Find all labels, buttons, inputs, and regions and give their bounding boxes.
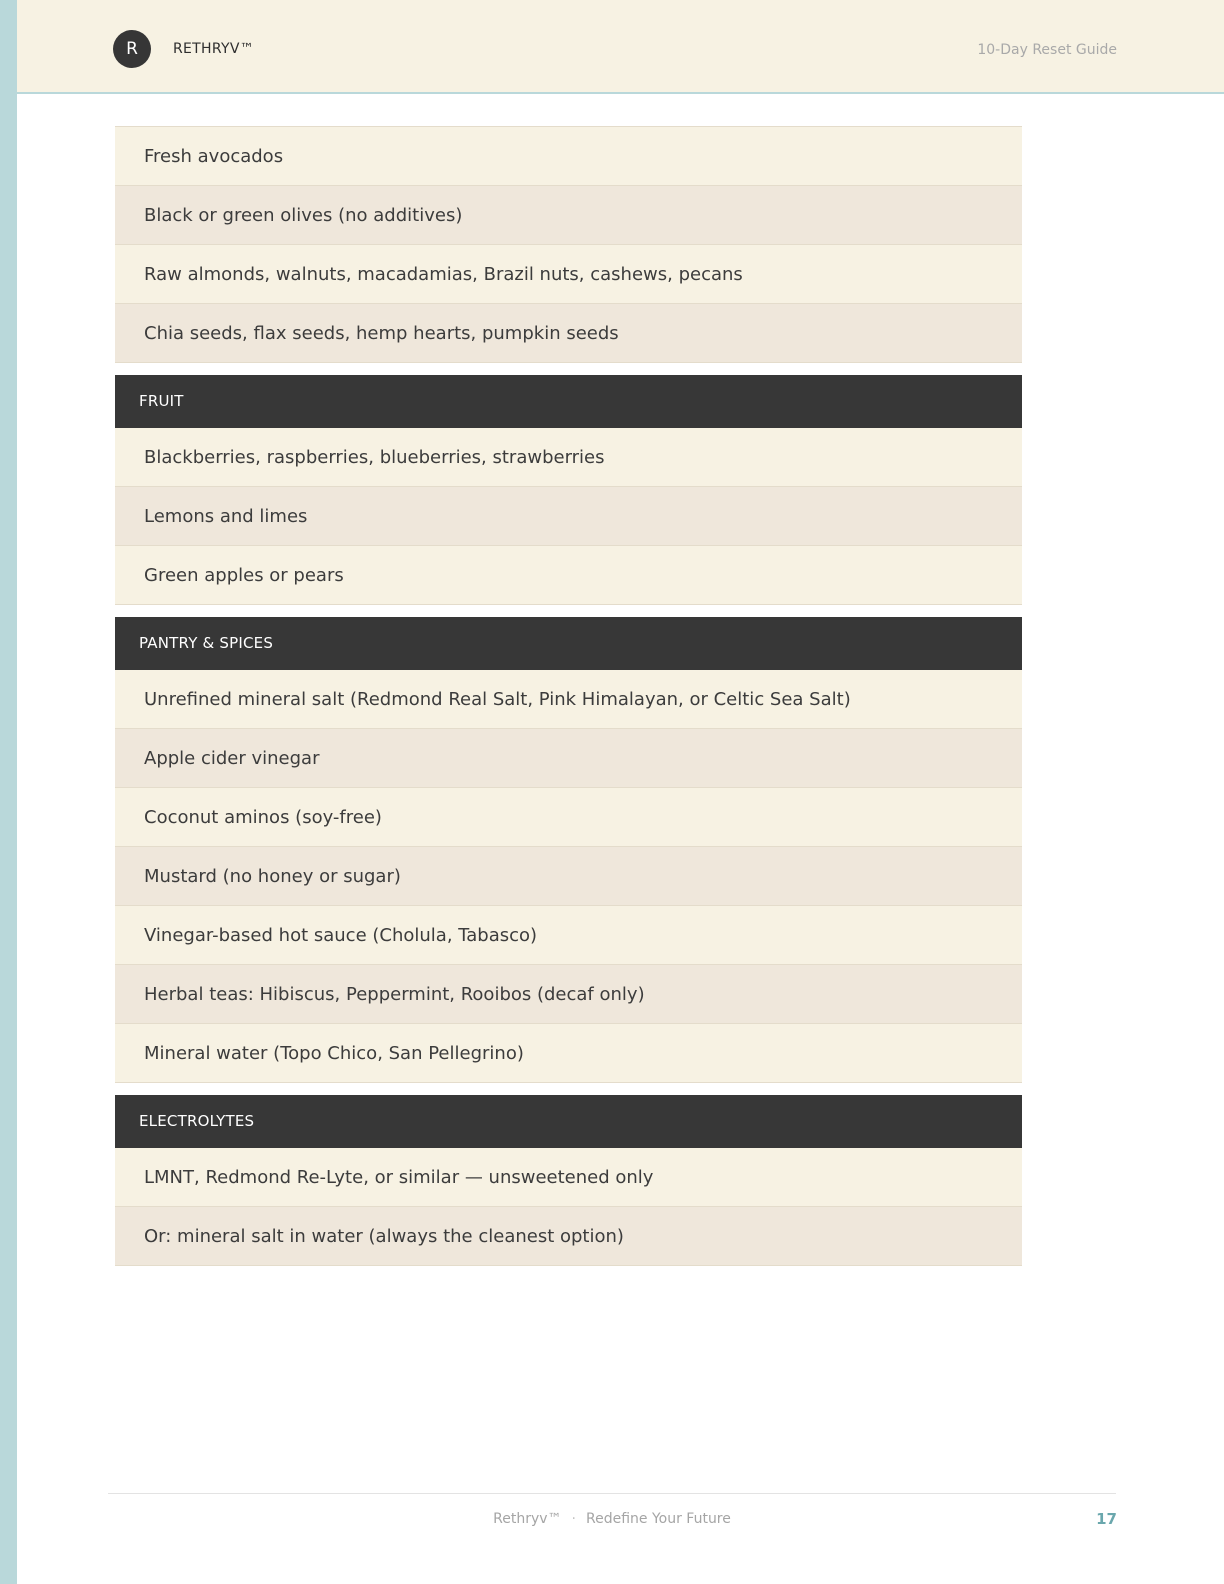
list-item: Coconut aminos (soy-free): [115, 788, 1022, 847]
list-item: Black or green olives (no additives): [115, 186, 1022, 245]
list-item: Mineral water (Topo Chico, San Pellegrino): [115, 1024, 1022, 1083]
list-item: Apple cider vinegar: [115, 729, 1022, 788]
footer-tagline: Redefine Your Future: [585, 1511, 731, 1527]
list-item: Herbal teas: Hibiscus, Peppermint, Rooibos (decaf only): [115, 965, 1022, 1024]
list-item: Vinegar-based hot sauce (Cholula, Tabasco): [115, 906, 1022, 965]
page-header: [17, 0, 1224, 94]
footer-divider: [108, 1493, 1116, 1494]
shopping-list: [115, 126, 1022, 1266]
list-item: Mustard (no honey or sugar): [115, 847, 1022, 906]
section-header: PANTRY & SPICES: [115, 617, 1022, 670]
footer-brand: Rethryv™: [493, 1511, 562, 1527]
section-fruit: [115, 375, 1022, 605]
section-electrolytes: [115, 1095, 1022, 1266]
footer-separator: ·: [571, 1511, 576, 1527]
list-item: Or: mineral salt in water (always the cleanest option): [115, 1207, 1022, 1266]
list-item: Raw almonds, walnuts, macadamias, Brazil nuts, cashews, pecans: [115, 245, 1022, 304]
page-footer: [0, 1511, 1224, 1527]
brand-name: RETHRYV™: [173, 41, 255, 57]
list-item: Green apples or pears: [115, 546, 1022, 605]
list-item: Lemons and limes: [115, 487, 1022, 546]
brand-logo: R: [113, 30, 151, 68]
list-item: Unrefined mineral salt (Redmond Real Salt, Pink Himalayan, or Celtic Sea Salt): [115, 670, 1022, 729]
section-header: FRUIT: [115, 375, 1022, 428]
side-accent-strip: [0, 0, 17, 1584]
list-item: Fresh avocados: [115, 126, 1022, 186]
page-number: 17: [1096, 1510, 1117, 1528]
guide-title: 10-Day Reset Guide: [977, 42, 1117, 58]
list-item: LMNT, Redmond Re-Lyte, or similar — unsweetened only: [115, 1148, 1022, 1207]
intro-list: [115, 126, 1022, 363]
list-item: Blackberries, raspberries, blueberries, strawberries: [115, 428, 1022, 487]
section-header: ELECTROLYTES: [115, 1095, 1022, 1148]
section-pantry-spices: [115, 617, 1022, 1083]
list-item: Chia seeds, flax seeds, hemp hearts, pumpkin seeds: [115, 304, 1022, 363]
